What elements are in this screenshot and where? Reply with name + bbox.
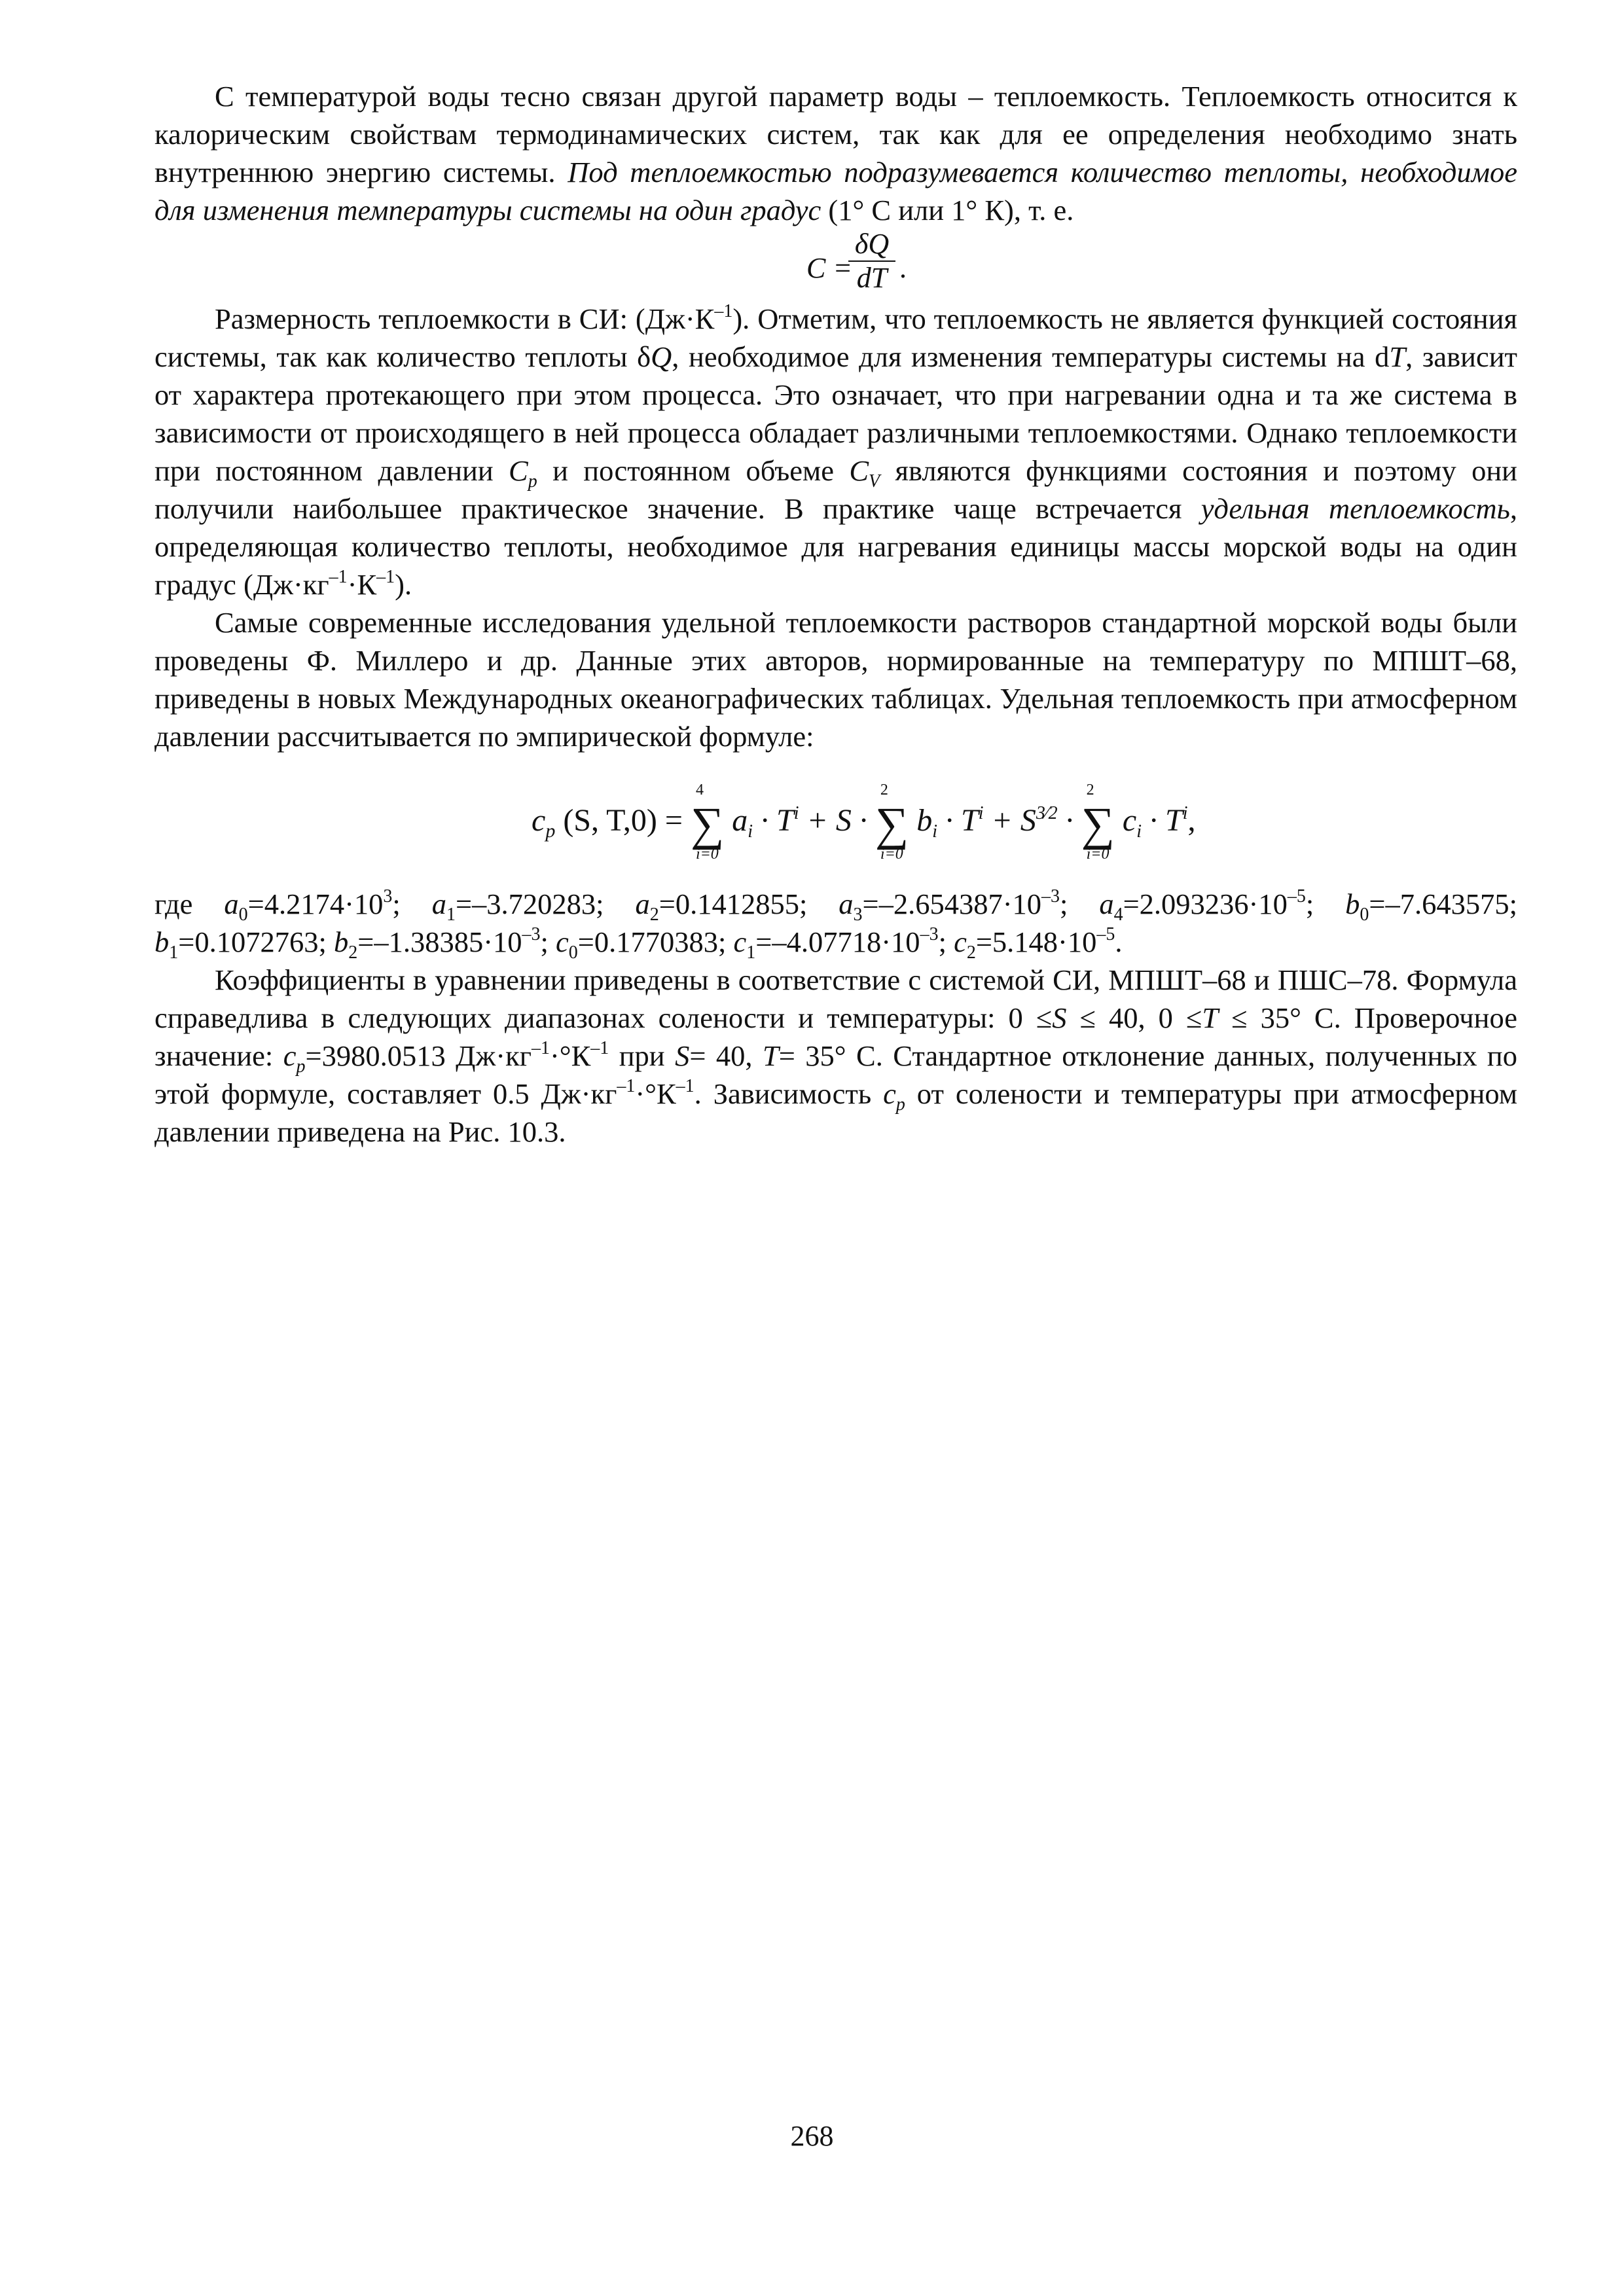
paragraph-millero: Самые современные исследования удельной теплоемкости растворов стандартной морской воды были проведены Ф. Миллеро и др. Данные этих авторов, нормированные на температуру по МПШТ–68, приведены в новых Международных океанографических таблицах. Удельная теплоемкость при атмосферном давлении рассчитывается по эмпирической формуле: [154, 606, 1517, 753]
equation-heat-capacity: C = δQ dT . [806, 228, 907, 294]
sum-symbol: ∑ 4 i=0 [690, 781, 725, 863]
sum-symbol: ∑ 2 i=0 [875, 781, 909, 863]
document-page [154, 77, 1517, 1151]
paragraph-units: Размерность теплоемкости в СИ: $(Дж\cdot К^{-1})$. Отметим, что теплоемкость не является функцией состояния системы, так как количество теплоты δQ, необходимое для изменения температуры системы на dT, зависит от характера протекающего при этом процесса. Это означает, что при нагревании одна и та же система в зависимости от происходящего в ней процесса обладает различными теплоемкостями. Однако теплоемкости при постоянном давлении $C_p$ и постоянном объеме $C_V$ являются функциями состояния и поэтому они получили наибольшее практическое значение. В практике чаще встречается удельная теплоемкость, определяющая количество теплоты, необходимое для нагревания единицы массы морской воды на один градус $(Дж\cdot кг^{-1}\cdot К^{-1})$. [154, 301, 1517, 601]
equation-specific-heat: $c_p$ (S, T,0) = ∑ 4 i=0 $a_i \cdot T^i + S$ · ∑ 2 i=0 $b_i \cdot T^i + S^{3⁄2}$ · ∑ 2 i=0 $c_i \cdot T^i$, [532, 781, 1196, 863]
paragraph-validity: Коэффициенты в уравнении приведены в соответствие с системой СИ, МПШТ–68 и ПШС–78. Формула справедлива в следующих диапазонах солености и температуры: 0 ≤S ≤ 40, 0 ≤T ≤ 35° С. Проверочное значение: $c_p=3980.0513$ $Дж\cdot кг^{-1}\cdot^\circ К^{-1}$ при S= 40, T= 35° С. Стандартное отклонение данных, полученных по этой формуле, составляет 0.5 $Дж\cdot кг^{-1}\cdot^\circ К^{-1}$. Зависимость $c_p$ от солености и температуры при атмосферном давлении приведена на Рис. 10.3. [154, 963, 1517, 1148]
page-number: 268 [790, 2120, 834, 2152]
paragraph-coefficients: где $a_0=4.2174\cdot 10^3$; $a_1=-3.720283$; $a_2=0.1412855$; $a_3=-2.654387\cdot 10^{-3}$; $a_4=2.093236\cdot 10^{-5}$; $b_0=-7.643575$; $b_1=0.1072763$; $b_2=-1.38385\cdot 10^{-3}$; $c_0=0.1770383$; $c_1=-4.07718\cdot 10^{-3}$; $c_2=5.148\cdot 10^{-5}$. [154, 886, 1518, 963]
paragraph-heat-capacity-definition: С температурой воды тесно связан другой параметр воды – теплоемкость. Теплоемкость относится к калорическим свойствам термодинамических систем, так как для ее определения необходимо знать внутреннюю энергию системы. Под теплоемкостью подразумевается количество теплоты, необходимое для изменения температуры системы на один градус (1° С или 1° К), т. е. [154, 80, 1517, 226]
sum-symbol: ∑ 2 i=0 [1081, 781, 1115, 863]
